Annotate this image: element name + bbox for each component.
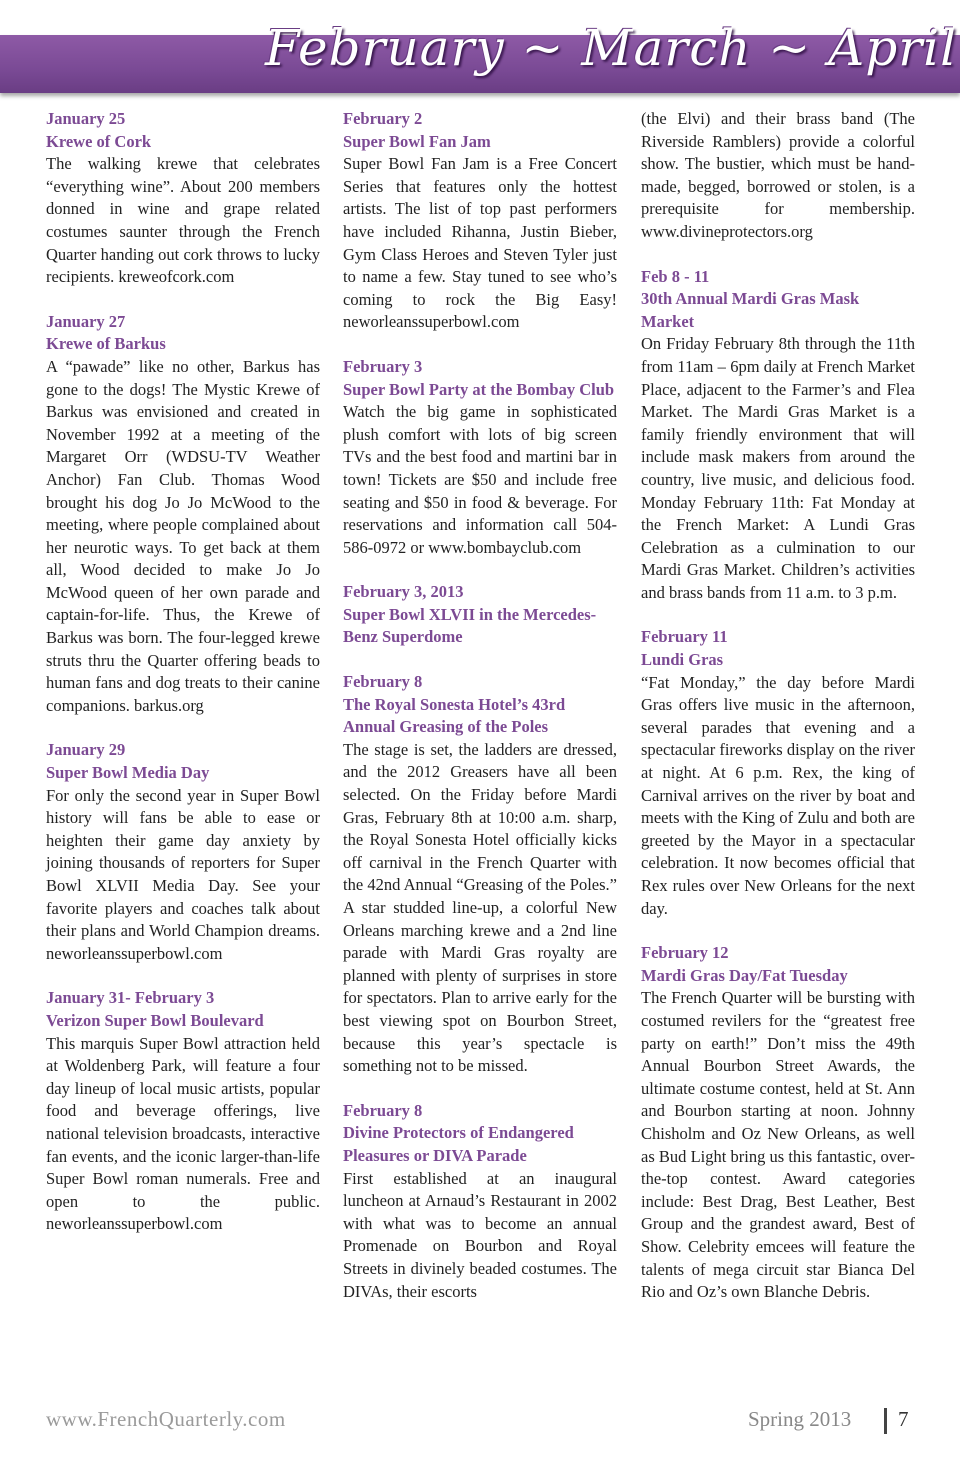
event-description: The walking krewe that celebrates “everything wine”. About 200 members donned in wine and grape related costumes saunter through the French Quarter handing out cork throws to lucky recipients. kreweofcork.com	[46, 154, 320, 287]
event-krewe-of-cork	[46, 108, 320, 289]
event-description: The French Quarter will be bursting with costumed revilers for the “greatest free party on earth!” Don’t miss the 49th Annual Bourbon Street Awards, the ultimate costume contest, held at St. Ann and Bourbon starting at noon. Johnny Chisholm and Oz New Orleans, as well as Bud Light bring us this fantastic, over-the-top contest. Award categories include: Best Drag, Best Leather, Best Group and the grandest award, Best of Show. Celebrity emcees will feature the talents of mega circuit star Bianca Del Rio and Oz’s own Blanche Debris.	[641, 988, 915, 1302]
event-date: February 2	[343, 109, 423, 128]
event-name: Super Bowl XLVII in the Mercedes-Benz Superdome	[343, 604, 597, 647]
event-date: February 8	[343, 1100, 423, 1120]
event-name: Krewe of Barkus	[46, 334, 166, 354]
footer-issue: Spring 2013	[748, 1407, 852, 1431]
event-greasing-of-the-poles	[343, 671, 617, 1078]
column-1	[46, 108, 320, 1258]
event-description: Watch the big game in sophisticated plush comfort with lots of big screen TVs and the best food and martini bar in town! Tickets are $50 and include free seating and $50 in food & beverage. For reservations and information call 504-586-0972 or www.bombayclub.com	[343, 402, 617, 557]
event-date: February 8	[343, 672, 423, 692]
column-2	[343, 108, 617, 1325]
event-date: January 29	[46, 740, 126, 760]
event-date: January 31- February 3	[46, 988, 215, 1008]
event-name: Super Bowl Party at the Bombay Club	[343, 379, 615, 399]
event-description: For only the second year in Super Bowl history will fans be able to ease or heighten their game day anxiety by joining thousands of reporters for Super Bowl XLVII Media Day. See your favorite players and coaches talk about their plans and World Champion dreams. neworleanssuperbowl.com	[46, 785, 320, 963]
event-date: February 12	[641, 943, 729, 963]
event-name: Verizon Super Bowl Boulevard	[46, 1010, 264, 1030]
event-super-bowl-boulevard	[46, 987, 320, 1236]
event-description: This marquis Super Bowl attraction held at Woldenberg Park, will feature a four day lineup of local music artists, popular food and beverage offerings, live national television broadcasts, interactive fan events, and the iconic larger-than-life Super Bowl roman numerals. Free and open to the public. neworleanssuperbowl.com	[46, 1033, 320, 1234]
event-krewe-of-barkus	[46, 311, 320, 718]
footer-website: www.FrenchQuarterly.com	[46, 1407, 286, 1431]
event-description: Super Bowl Fan Jam is a Free Concert Series that features only the hottest artists. The list of top past performers have included Rihanna, Justin Bieber, Gym Class Heroes and Steven Tyler just to name a few. Stay tuned to see who’s coming to rock the Big Easy! neworleanssuperbowl.com	[343, 154, 617, 332]
event-super-bowl-fan-jam	[343, 108, 617, 334]
diva-parade-continuation	[641, 108, 915, 244]
event-date: January 25	[46, 109, 126, 128]
event-name: Super Bowl Media Day	[46, 763, 210, 783]
event-super-bowl-xlvii	[343, 581, 617, 649]
event-description-continued: (the Elvi) and their brass band (The Riverside Ramblers) provide a colorful show. The bustier, which must be hand- made, begged, borrowed or stolen, is a prerequisite for membership. www.divineprotectors.org	[641, 109, 915, 241]
event-name: Krewe of Cork	[46, 131, 152, 151]
event-name: The Royal Sonesta Hotel’s 43rd Annual Greasing of the Poles	[343, 694, 566, 737]
event-date: February 11	[641, 627, 728, 647]
event-date: February 3	[343, 356, 423, 376]
event-description: On Friday February 8th through the 11th from 11am – 6pm daily at French Market Place, adjacent to the Farmer’s and Flea Market. The Mardi Gras Market is a family friendly environment that will include mask makers from around the country, live music, and delicious food. Monday February 11th: Fat Monday at the French Market: A Lundi Gras Celebration as a culmination to our Mardi Gras Market. Children’s activities and brass bands from 11 a.m. to 3 p.m.	[641, 334, 915, 602]
event-description: The stage is set, the ladders are dressed, and the 2012 Greasers have all been selected. On the Friday before Mardi Gras, February 8th at 10:00 a.m. sharp, the Royal Sonesta Hotel officially kicks off carnival in the French Quarter with the 42nd Annual “Greasing of the Poles.” A star studded line-up, a colorful New Orleans marching krewe and a 2nd line parade with Mardi Gras royalty are planned with plenty of surprises in store for spectators. Plan to arrive early for the best viewing spot on Bourbon Street, because this year’s spectacle is something not to be missed.	[343, 739, 617, 1076]
event-date: February 3, 2013	[343, 582, 464, 602]
page-number: 7	[898, 1407, 909, 1431]
event-super-bowl-media-day	[46, 739, 320, 965]
event-name: Super Bowl Fan Jam	[343, 131, 491, 151]
event-mardi-gras-mask-market	[641, 266, 915, 605]
event-name: Mardi Gras Day/Fat Tuesday	[641, 965, 848, 985]
event-date: January 27	[46, 311, 126, 331]
event-date: Feb 8 - 11	[641, 266, 710, 286]
footer-divider	[884, 1408, 887, 1434]
event-bombay-club-party	[343, 356, 617, 559]
event-diva-parade	[343, 1100, 617, 1303]
event-description: First established at an inaugural luncheon at Arnaud’s Restaurant in 2002 with what was to become an annual Promenade on Bourbon and Royal Streets in divinely beaded costumes. The DIVAs, their escorts	[343, 1168, 617, 1301]
event-lundi-gras	[641, 626, 915, 920]
column-3	[641, 108, 915, 1326]
event-mardi-gras-day	[641, 942, 915, 1304]
event-name: Divine Protectors of Endangered Pleasures or DIVA Parade	[343, 1123, 574, 1165]
page-title: February ~ March ~ April	[265, 19, 958, 77]
event-name: Lundi Gras	[641, 650, 724, 670]
event-description: “Fat Monday,” the day before Mardi Gras offers live music in the afternoon, several parades that evening and a spectacular fireworks display on the river at night. At 6 p.m. Rex, the king of Carnival arrives on the river by boat and meets with the King of Zulu and both are greeted by the Mayor in a spectacular celebration. It now becomes official that Rex rules over New Orleans for the next day.	[641, 672, 915, 918]
event-description: A “pawade” like no other, Barkus has gone to the dogs! The Mystic Krewe of Barkus was envisioned and created in November 1992 at a meeting of the Margaret Orr (WDSU-TV Weather Anchor) Fan Club. Thomas Wood brought his dog Jo Jo McWood to the meeting, where people complained about her neurotic ways. To get back at them all, Wood decided to make Jo Jo McWood queen of her own parade and captain-for-life. Thus, the Krewe of Barkus was born. The four-legged krewe struts thru the Quarter offering beads to human fans and dog treats to their canine companions. barkus.org	[46, 356, 320, 715]
event-name: 30th Annual Mardi Gras Mask Market	[641, 289, 860, 331]
